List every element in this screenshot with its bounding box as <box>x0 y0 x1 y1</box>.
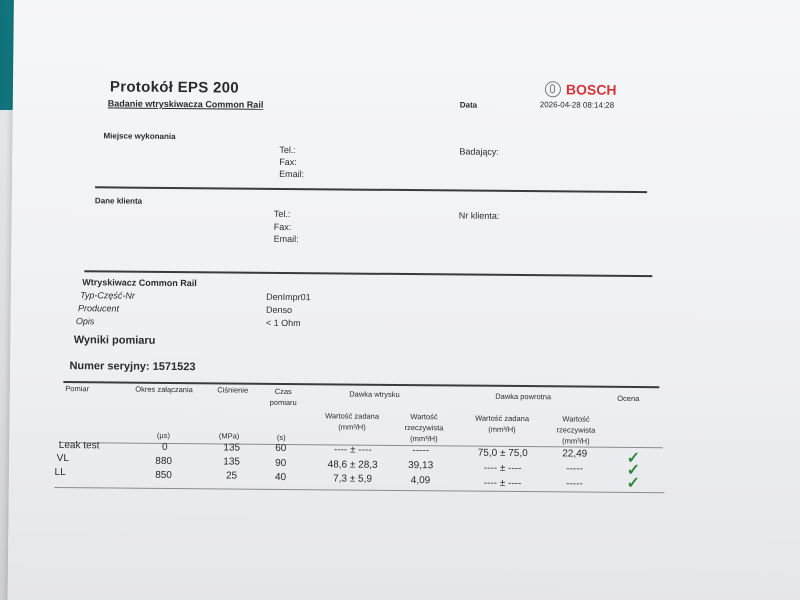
col-header-czas: Czas pomiaru <box>269 386 297 408</box>
client-heading: Dane klienta <box>94 196 143 206</box>
document-subtitle: Badanie wtryskiwacza Common Rail <box>107 98 264 110</box>
table-row-leak-test-name: Leak test <box>58 440 100 452</box>
check-icon: ✓ <box>626 449 641 468</box>
serial-number: Numer seryjny: 1571523 <box>69 360 196 374</box>
table-cell: ---- ± ---- <box>483 462 522 475</box>
col-header-dawka-powrotna: Dawka powrotna <box>495 391 552 402</box>
table-cell: 90 <box>275 457 287 469</box>
client-tel-label: Tel.: <box>273 208 291 220</box>
date-label: Data <box>459 100 478 110</box>
client-number-label: Nr klienta: <box>458 210 500 221</box>
col-header-ocena: Ocena <box>617 393 640 404</box>
check-icon: ✓ <box>626 474 640 493</box>
table-cell: 135 <box>223 456 241 468</box>
col-header-pomiar: Pomiar <box>65 384 90 394</box>
brand-logo <box>545 81 617 98</box>
col-header-powrot-zadana: Wartość zadana (mm³/H) <box>475 413 530 434</box>
location-heading: Miejsce wykonania <box>103 131 176 142</box>
brand-name: BOSCH <box>565 81 617 98</box>
injector-type-label: Typ-Część-Nr <box>80 290 136 301</box>
table-cell: 25 <box>225 470 238 482</box>
location-tel-label: Tel.: <box>279 144 296 156</box>
table-cell: ---- ± ---- <box>483 477 522 490</box>
table-cell: 60 <box>275 442 287 454</box>
table-cell: ----- <box>566 478 583 490</box>
table-cell: 39,13 <box>408 460 434 472</box>
table-cell: 48,6 ± 28,3 <box>327 459 378 471</box>
date-value: 2026-04-28 08:14:28 <box>539 100 615 110</box>
client-email-label: Email: <box>273 233 299 245</box>
client-fax-label: Fax: <box>273 221 292 233</box>
injector-producer-label: Producent <box>77 303 120 314</box>
table-cell: 880 <box>155 455 173 467</box>
bosch-logo-icon <box>545 81 561 97</box>
col-header-dawka-wtrysku: Dawka wtrysku <box>349 389 400 399</box>
results-heading: Wyniki pomiaru <box>73 334 156 347</box>
unit-s: (s) <box>276 432 286 442</box>
col-header-cisnienie: Ciśnienie <box>217 385 249 395</box>
table-cell: 22,49 <box>562 448 588 460</box>
col-header-okres: Okres załączania <box>135 384 193 395</box>
col-header-wtrysk-rzeczywista: Wartość rzeczywista (mm³/H) <box>404 412 444 444</box>
table-cell: 4,09 <box>410 475 431 487</box>
table-row-ll-name: LL <box>54 466 66 479</box>
table-cell: 40 <box>274 471 287 483</box>
table-row-vl-name: VL <box>56 452 69 465</box>
unit-us: (µs) <box>156 430 171 440</box>
table-cell: 75,0 ± 75,0 <box>477 447 528 460</box>
check-icon: ✓ <box>626 461 641 480</box>
divider <box>84 270 652 276</box>
injector-type-value: DenImpr01 <box>266 291 311 303</box>
table-cell: 0 <box>161 441 168 453</box>
injector-description-value: < 1 Ohm <box>265 317 301 329</box>
table-cell: 850 <box>155 469 172 481</box>
table-cell: 7,3 ± 5,9 <box>333 473 372 485</box>
col-header-wtrysk-zadana: Wartość zadana (mm³/H) <box>325 411 380 432</box>
unit-mpa: (MPa) <box>218 431 240 441</box>
table-cell: ---- ± ---- <box>333 444 372 456</box>
document-title: Protokół EPS 200 <box>109 78 240 97</box>
injector-producer-value: Denso <box>265 304 293 316</box>
table-cell: 135 <box>223 442 241 454</box>
location-fax-label: Fax: <box>279 156 297 168</box>
injector-description-label: Opis <box>75 316 95 327</box>
divider <box>95 186 647 192</box>
table-cell: ----- <box>412 445 430 457</box>
table-cell: ----- <box>566 463 584 475</box>
injector-heading: Wtryskiwacz Common Rail <box>82 277 197 289</box>
col-header-powrot-rzeczywista: Wartość rzeczywista (mm³/H) <box>556 414 596 446</box>
tester-label: Badający: <box>459 146 499 157</box>
location-email-label: Email: <box>279 168 305 180</box>
